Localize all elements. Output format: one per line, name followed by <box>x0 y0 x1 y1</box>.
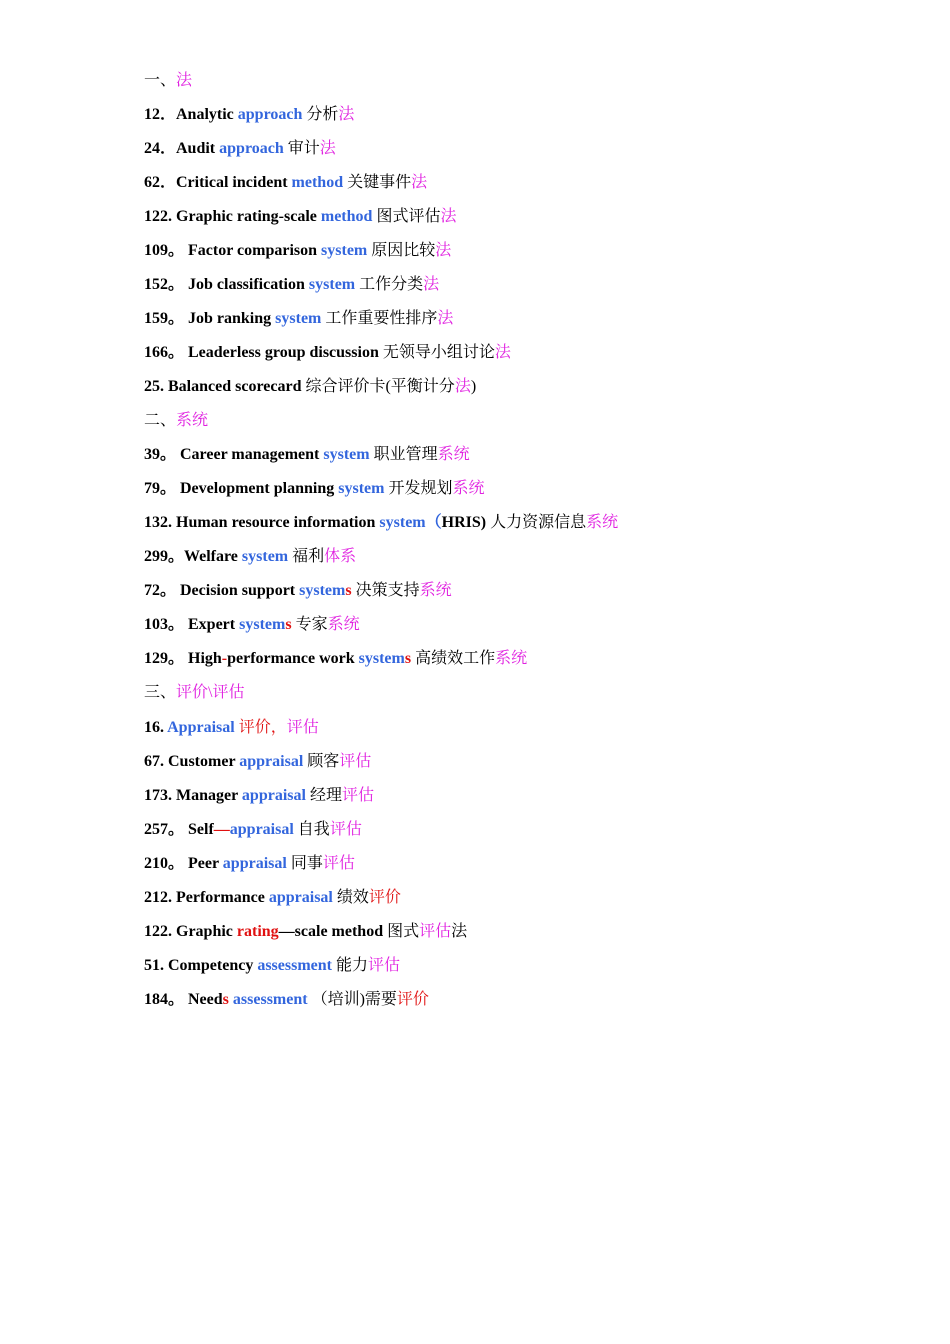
text-segment: 24．Audit <box>144 140 220 157</box>
text-segment: 系统 <box>327 616 360 633</box>
text-segment: s <box>285 616 292 633</box>
text-segment: 同事 <box>286 855 323 872</box>
text-segment: ) <box>470 378 477 395</box>
text-segment: 评估 <box>339 753 372 770</box>
text-segment: 122. Graphic <box>144 923 237 940</box>
term-line <box>144 615 360 635</box>
term-line <box>144 547 356 567</box>
text-segment: - <box>221 650 228 667</box>
text-segment: 关键事件 <box>343 174 412 191</box>
text-segment: rating <box>236 923 279 940</box>
text-segment: performance work <box>227 650 359 667</box>
text-segment: 系统 <box>495 650 528 667</box>
text-segment: 25. Balanced scorecard <box>144 378 306 395</box>
text-segment: 系统 <box>452 480 485 497</box>
text-segment: s <box>345 582 352 599</box>
text-segment: 132. Human resource information <box>144 514 380 531</box>
text-segment: 评估 <box>419 923 452 940</box>
text-segment: 16. <box>144 719 168 736</box>
text-segment: s <box>222 991 229 1008</box>
text-segment: 开发规划 <box>384 480 453 497</box>
text-segment: 评价， <box>234 719 287 736</box>
text-segment: 173. Manager <box>144 787 242 804</box>
text-segment: 分析 <box>302 106 339 123</box>
text-segment: system <box>308 276 356 293</box>
text-segment: 系统 <box>437 446 470 463</box>
text-segment: 39。 Career management <box>144 446 324 463</box>
text-segment: 绩效 <box>332 889 369 906</box>
text-segment: 高绩效工作 <box>411 650 496 667</box>
term-line <box>144 786 374 806</box>
text-segment: 评估 <box>322 855 355 872</box>
text-segment: 103。 Expert <box>144 616 240 633</box>
text-segment: 12．Analytic <box>144 106 238 123</box>
text-segment: — <box>213 821 230 838</box>
text-segment: 122. Graphic rating-scale <box>144 208 321 225</box>
text-segment: 决策支持 <box>351 582 420 599</box>
text-segment: 系统 <box>176 412 209 429</box>
text-segment: 自我 <box>293 821 330 838</box>
text-segment: 159。 Job ranking <box>144 310 276 327</box>
text-segment: 综合评价卡(平衡计分 <box>305 378 455 395</box>
text-segment: 79。 Development planning <box>144 480 339 497</box>
term-line <box>144 241 451 261</box>
text-segment: 原因比较 <box>367 242 436 259</box>
text-segment: appraisal <box>239 753 304 770</box>
term-line <box>144 581 452 601</box>
text-segment: 210。 Peer <box>144 855 223 872</box>
section-heading <box>144 683 244 703</box>
text-segment: 三、 <box>144 684 177 701</box>
term-line <box>144 105 354 125</box>
text-segment: 法 <box>454 378 471 395</box>
term-line <box>144 922 467 942</box>
term-line <box>144 445 470 465</box>
text-segment: method <box>320 208 373 225</box>
text-segment: system <box>358 650 405 667</box>
text-segment: method <box>291 174 344 191</box>
text-segment: 67. Customer <box>144 753 240 770</box>
text-segment: （培训)需要 <box>311 991 397 1008</box>
section-heading <box>144 411 208 431</box>
text-segment: 299。Welfare <box>144 548 242 565</box>
text-segment: 评价 <box>368 889 401 906</box>
text-segment: 能力 <box>331 957 368 974</box>
text-segment: 62．Critical incident <box>144 174 292 191</box>
text-segment: 顾客 <box>303 753 340 770</box>
text-segment: 人力资源信息 <box>490 514 587 531</box>
term-line <box>144 207 456 227</box>
text-segment: 评价 <box>396 991 429 1008</box>
text-segment: 系统 <box>419 582 452 599</box>
text-segment: 图式评估 <box>372 208 441 225</box>
term-line <box>144 275 439 295</box>
text-segment: 评估 <box>286 719 319 736</box>
text-segment: 法 <box>411 174 428 191</box>
text-segment: 评估 <box>341 787 374 804</box>
text-segment: 审计 <box>283 140 320 157</box>
text-segment: 212. Performance <box>144 889 269 906</box>
text-segment: 评估 <box>329 821 362 838</box>
text-segment: 法 <box>176 72 193 89</box>
term-line <box>144 343 511 363</box>
text-segment: system <box>239 616 286 633</box>
text-segment: 法 <box>451 923 468 940</box>
text-segment: 法 <box>494 344 511 361</box>
text-segment: system <box>299 582 346 599</box>
text-segment: 工作重要性排序 <box>321 310 438 327</box>
text-segment: 职业管理 <box>369 446 438 463</box>
text-segment: 工作分类 <box>355 276 424 293</box>
text-segment: system <box>275 310 322 327</box>
text-segment: 166。 Leaderless group discussion <box>144 344 383 361</box>
text-segment: assessment <box>257 957 332 974</box>
section-heading <box>144 71 192 91</box>
text-segment: system <box>241 548 289 565</box>
text-segment: 一、 <box>144 72 177 89</box>
text-segment: appraisal <box>229 821 294 838</box>
term-line <box>144 173 427 193</box>
text-segment: 系统 <box>586 514 619 531</box>
term-line <box>144 139 336 159</box>
text-segment: 109。 Factor comparison <box>144 242 322 259</box>
text-segment: s <box>404 650 412 667</box>
text-segment: 法 <box>338 106 355 123</box>
text-segment: 专家 <box>291 616 328 633</box>
term-line <box>144 990 429 1010</box>
term-line <box>144 718 319 738</box>
term-line <box>144 649 527 669</box>
text-segment: 72。 Decision support <box>144 582 300 599</box>
text-segment: appraisal <box>222 855 287 872</box>
text-segment: 体系 <box>324 548 357 565</box>
text-segment: system <box>321 242 368 259</box>
text-segment: approach <box>237 106 303 123</box>
text-segment: approach <box>219 140 284 157</box>
term-line <box>144 956 400 976</box>
text-segment: system <box>323 446 370 463</box>
text-segment: 法 <box>440 208 457 225</box>
text-segment: 51. Competency <box>144 957 258 974</box>
term-line <box>144 752 371 772</box>
text-segment: 法 <box>319 140 336 157</box>
text-segment: HRIS) <box>441 514 491 531</box>
text-segment: 184。 Need <box>144 991 223 1008</box>
text-segment: 评价\评估 <box>176 684 245 701</box>
term-line <box>144 888 401 908</box>
text-segment: 法 <box>437 310 454 327</box>
text-segment: 评估 <box>368 957 401 974</box>
text-segment: 无领导小组讨论 <box>382 344 495 361</box>
text-segment: system（ <box>379 514 442 531</box>
term-line <box>144 854 355 874</box>
text-segment: 152。 Job classification <box>144 276 309 293</box>
text-segment: Appraisal <box>167 719 235 736</box>
term-line <box>144 513 618 533</box>
text-segment: system <box>338 480 385 497</box>
text-segment: appraisal <box>241 787 306 804</box>
term-line <box>144 479 485 499</box>
text-segment: 257。 Self <box>144 821 214 838</box>
text-segment: 二、 <box>144 412 177 429</box>
term-line <box>144 309 453 329</box>
term-line <box>144 377 476 397</box>
text-segment: —scale method <box>278 923 388 940</box>
text-segment: 福利 <box>288 548 325 565</box>
text-segment: 法 <box>435 242 452 259</box>
text-segment: 经理 <box>305 787 342 804</box>
text-segment: assessment <box>228 991 312 1008</box>
text-segment: 法 <box>423 276 440 293</box>
text-segment: 图式 <box>387 923 420 940</box>
text-segment: 129。 High <box>144 650 222 667</box>
term-line <box>144 820 362 840</box>
text-segment: appraisal <box>268 889 333 906</box>
